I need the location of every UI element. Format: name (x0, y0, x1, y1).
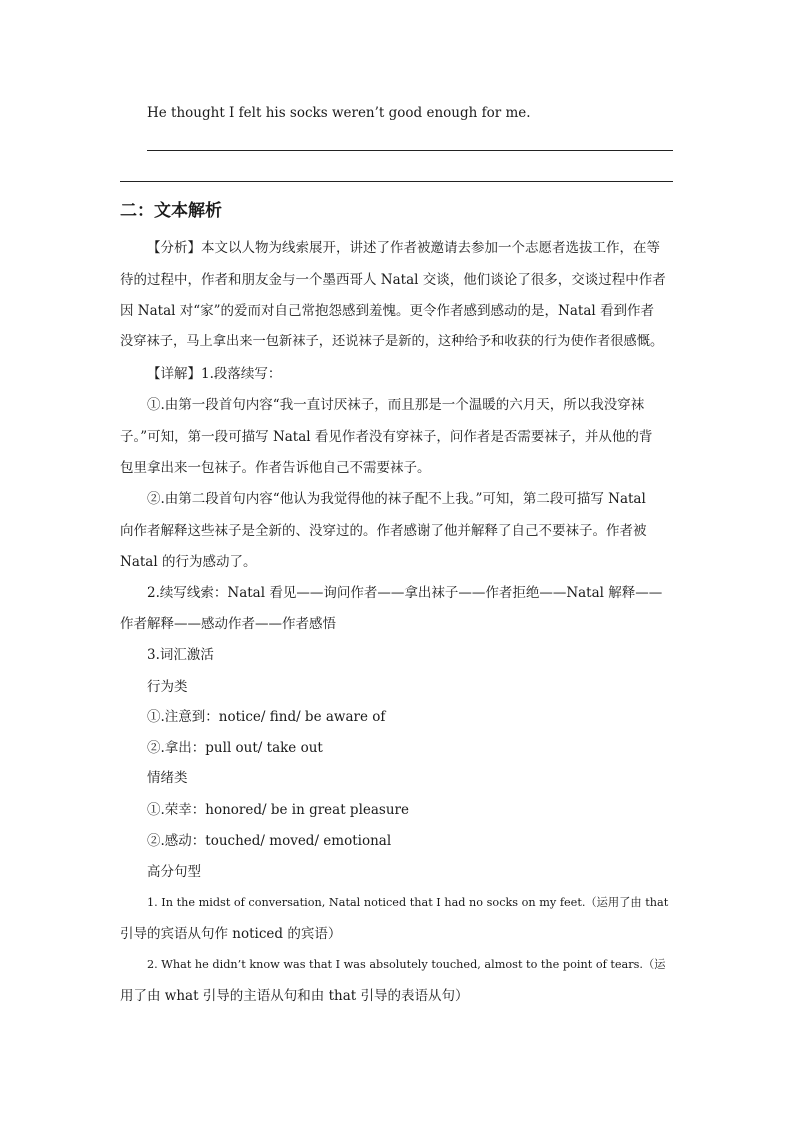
pattern-1-line-2: 引导的宾语从句作 noticed 的宾语） (120, 926, 342, 942)
pattern-2-line-1: 2. What he didn’t know was that I was absolutely touched, almost to the point of tears.（运 (147, 958, 666, 971)
analysis-tag: 【分析】 (147, 240, 201, 256)
emotion-item-1: ①.荣幸：honored/ be in great pleasure (147, 802, 409, 818)
para1-line-2: 子。”可知，第一段可描写 Natal 看见作者没有穿袜子，问作者是否需要袜子，并从他的背 (120, 429, 653, 445)
analysis-line-3: 因 Natal 对“家”的爱而对自己常抱怨感到羞愧。更令作者感到感动的是，Natal 看到作者 (120, 303, 654, 319)
action-heading: 行为类 (147, 679, 188, 695)
pattern-2-line-2: 用了由 what 引导的主语从句和由 that 引导的表语从句） (120, 988, 469, 1004)
section-title: 二：文本解析 (120, 201, 222, 221)
action-item-2: ②.拿出：pull out/ take out (147, 740, 323, 756)
para2-line-2: 向作者解释这些袜子是全新的、没穿过的。作者感谢了他并解释了自己不要袜子。作者被 (120, 523, 647, 539)
clue-line-1: 2.续写线索：Natal 看见——询问作者——拿出袜子——作者拒绝——Natal 解释—— (147, 585, 663, 601)
para1-line-1: ①.由第一段首句内容“我一直讨厌袜子，而且那是一个温暖的六月天，所以我没穿袜 (147, 397, 645, 413)
para2-line-3: Natal 的行为感动了。 (120, 554, 257, 570)
clue-line-2: 作者解释——感动作者——作者感悟 (120, 616, 336, 632)
analysis-line-4: 没穿袜子，马上拿出来一包新袜子，还说袜子是新的，这种给予和收获的行为使作者很感慨。 (120, 334, 664, 349)
top-sentence: He thought I felt his socks weren’t good enough for me. (147, 105, 531, 121)
section-divider (120, 181, 673, 182)
analysis-line-1: 【分析】本文以人物为线索展开，讲述了作者被邀请去参加一个志愿者选拔工作，在等 (147, 240, 660, 256)
action-item-1: ①.注意到：notice/ find/ be aware of (147, 709, 386, 725)
para1-line-3: 包里拿出来一包袜子。作者告诉他自己不需要袜子。 (120, 460, 431, 476)
emotion-heading: 情绪类 (147, 770, 188, 786)
para2-line-1: ②.由第二段首句内容“他认为我觉得他的袜子配不上我。”可知，第二段可描写 Natal (147, 491, 646, 507)
vocab-heading: 3.词汇激活 (147, 647, 214, 663)
detail-tag: 【详解】 (147, 366, 201, 382)
analysis-line-2: 待的过程中，作者和朋友金与一个墨西哥人 Natal 交谈，他们谈论了很多，交谈过程中作者 (120, 272, 666, 288)
detail-heading: 【详解】1.段落续写： (147, 366, 282, 382)
pattern-1-line-1: 1. In the midst of conversation, Natal noticed that I had no socks on my feet.（运用了由 that (147, 896, 669, 909)
answer-line (147, 150, 673, 151)
emotion-item-2: ②.感动：touched/ moved/ emotional (147, 833, 392, 849)
pattern-heading: 高分句型 (147, 864, 201, 880)
